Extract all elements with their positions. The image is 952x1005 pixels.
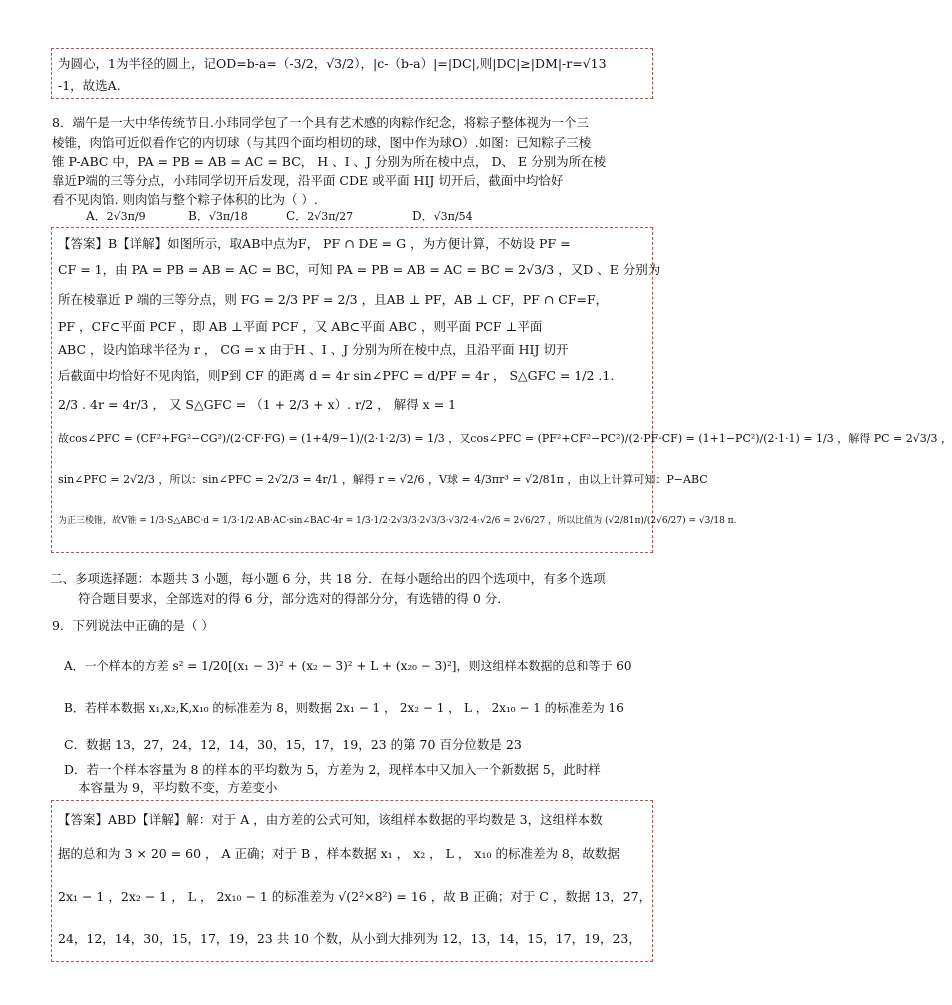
- section2-line-2: 符合题目要求，全部选对的得 6 分，部分选对的得部分分，有选错的得 0 分．: [78, 591, 510, 606]
- a8-line-7: 2/3 . 4r = 4r/3 ， 又 S△GFC = （1 + 2/3 + x）. r/2 ， 解得 x = 1: [58, 397, 457, 412]
- q8-option-d: [412, 207, 473, 224]
- q8-line-1: 8．端午是一大中华传统节日.小玮同学包了一个具有艺术感的肉粽作纪念，将粽子整体视为一个三: [52, 115, 589, 130]
- a8-line-6: 后截面中均恰好不见肉馅，则P到 CF 的距离 d = 4r sin∠PFC = d/PF = 4r ， S△GFC = 1/2 .1.: [58, 368, 615, 383]
- q9-option-d-line-2: 本容量为 9，平均数不变，方差变小: [78, 780, 278, 795]
- top-answer-box: [51, 48, 653, 99]
- q8-option-d-value: √3π/54: [433, 210, 473, 223]
- q8-option-c: [286, 207, 353, 224]
- q8-line-5: 看不见肉馅. 则肉馅与整个粽子体积的比为（ ）.: [52, 192, 318, 207]
- a9-line-1: 【答案】ABD【详解】解：对于 A ，由方差的公式可知，该组样本数据的平均数是 3，这组样本数: [58, 812, 603, 827]
- q8-line-3: 锥 P-ABC 中，PA = PB = AB = AC = BC， H 、I 、J 分别为所在棱中点， D、 E 分别为所在棱: [52, 154, 607, 169]
- q8-option-a-value: 2√3π/9: [106, 210, 146, 223]
- a9-line-3: 2x₁ − 1 ，2x₂ − 1 ， L ， 2x₁₀ − 1 的标准差为 √(2²×8²) = 16 ，故 B 正确；对于 C ，数据 13，27，: [58, 889, 652, 904]
- q8-option-b-value: √3π/18: [208, 210, 248, 223]
- a8-line-1: 【答案】B【详解】如图所示，取AB中点为F， PF ∩ DE = G ，为方便计算，不妨设 PF =: [58, 236, 571, 251]
- a8-line-10: 为正三棱锥，故V锥 = 1/3·S△ABC·d = 1/3·1/2·AB·AC·sin∠BAC·4r = 1/3·1/2·2√3/3·2√3/3·√3/2·4·√2/6 = 2√6/27 ，所以比值为 (√2/81π)/(2√6/27) = √3/18 π.: [58, 516, 737, 526]
- q8-option-d-label: D．: [412, 209, 434, 223]
- a9-line-4: 24，12，14，30，15，17，19，23 共 10 个数，从小到大排列为 12，13，14，15，17，19，23，: [58, 931, 641, 946]
- q9-option-a: A．一个样本的方差 s² = 1/20[(x₁ − 3)² + (x₂ − 3)² + L + (x₂₀ − 3)²]，则这组样本数据的总和等于 60: [64, 659, 632, 673]
- q9-option-c: C．数据 13，27，24，12，14，30，15，17，19，23 的第 70 百分位数是 23: [64, 737, 522, 752]
- q9-answer-box: [51, 800, 653, 962]
- top-answer-line-2: -1，故选A.: [58, 78, 121, 93]
- a9-line-2: 据的总和为 3 × 20 = 60 ， A 正确；对于 B ，样本数据 x₁ ， x₂ ， L ， x₁₀ 的标准差为 8，故数据: [58, 846, 620, 861]
- a8-line-2: CF = 1，由 PA = PB = AB = AC = BC，可知 PA = PB = AB = AC = BC = 2√3/3 ，又D 、E 分别为: [58, 262, 661, 277]
- q8-line-4: 靠近P端的三等分点，小玮同学切开后发现，沿平面 CDE 或平面 HIJ 切开后，截面中均恰好: [52, 173, 564, 188]
- q8-option-c-value: 2√3π/27: [307, 210, 354, 223]
- q8-option-b: [188, 207, 248, 224]
- a8-line-8: 故cos∠PFC = (CF²+FG²−CG²)/(2·CF·FG) = (1+4/9−1)/(2·1·2/3) = 1/3 ，又cos∠PFC = (PF²+CF²−PC²)/(2·PF·CF) = (1+1−PC²)/(2·1·1) = 1/3 ，解得 PC = 2√3/3 ，: [58, 432, 952, 445]
- q8-options: [86, 207, 646, 227]
- a8-line-4: PF ，CF⊂平面 PCF ，即 AB ⊥平面 PCF ，又 AB⊂平面 ABC ，则平面 PCF ⊥平面: [58, 319, 543, 334]
- q8-option-a-label: A．: [86, 209, 107, 223]
- q9-option-b: B．若样本数据 x₁,x₂,K,x₁₀ 的标准差为 8，则数据 2x₁ − 1 ， 2x₂ − 1 ， L ， 2x₁₀ − 1 的标准差为 16: [64, 701, 624, 715]
- q8-option-c-label: C．: [286, 209, 308, 223]
- q8-answer-box: [51, 227, 952, 553]
- top-answer-line-1: 为圆心，1为半径的圆上，记OD=b-a=（-3/2，√3/2），|c-（b-a）|=|DC|,则|DC|≥|DM|-r=√13: [58, 56, 607, 71]
- q8-option-a: [86, 207, 146, 224]
- section2-line-1: 二、多项选择题：本题共 3 小题，每小题 6 分，共 18 分．在每小题给出的四个选项中，有多个选项: [50, 571, 606, 586]
- q8-line-2: 棱锥，肉馅可近似看作它的内切球（与其四个面均相切的球，图中作为球O）.如图：已知粽子三棱: [52, 135, 592, 150]
- a8-line-3: 所在棱靠近 P 端的三等分点，则 FG = 2/3 PF = 2/3 ，且AB ⊥ PF，AB ⊥ CF，PF ∩ CF=F，: [58, 292, 609, 307]
- q9-stem: 9．下列说法中正确的是（ ）: [52, 618, 214, 633]
- a8-line-9: sin∠PFC = 2√2/3 ，所以：sin∠PFC = 2√2/3 = 4r/1 ，解得 r = √2/6 ，V球 = 4/3πr³ = √2/81π ，由以上计算可知：P−ABC: [58, 473, 708, 486]
- q8-option-b-label: B．: [188, 209, 209, 223]
- q9-option-d-line-1: D．若一个样本容量为 8 的样本的平均数为 5，方差为 2，现样本中又加入一个新数据 5，此时样: [64, 762, 601, 777]
- a8-line-5: ABC ，设内馅球半径为 r ， CG = x 由于H 、I 、J 分别为所在棱中点，且沿平面 HIJ 切开: [58, 342, 569, 357]
